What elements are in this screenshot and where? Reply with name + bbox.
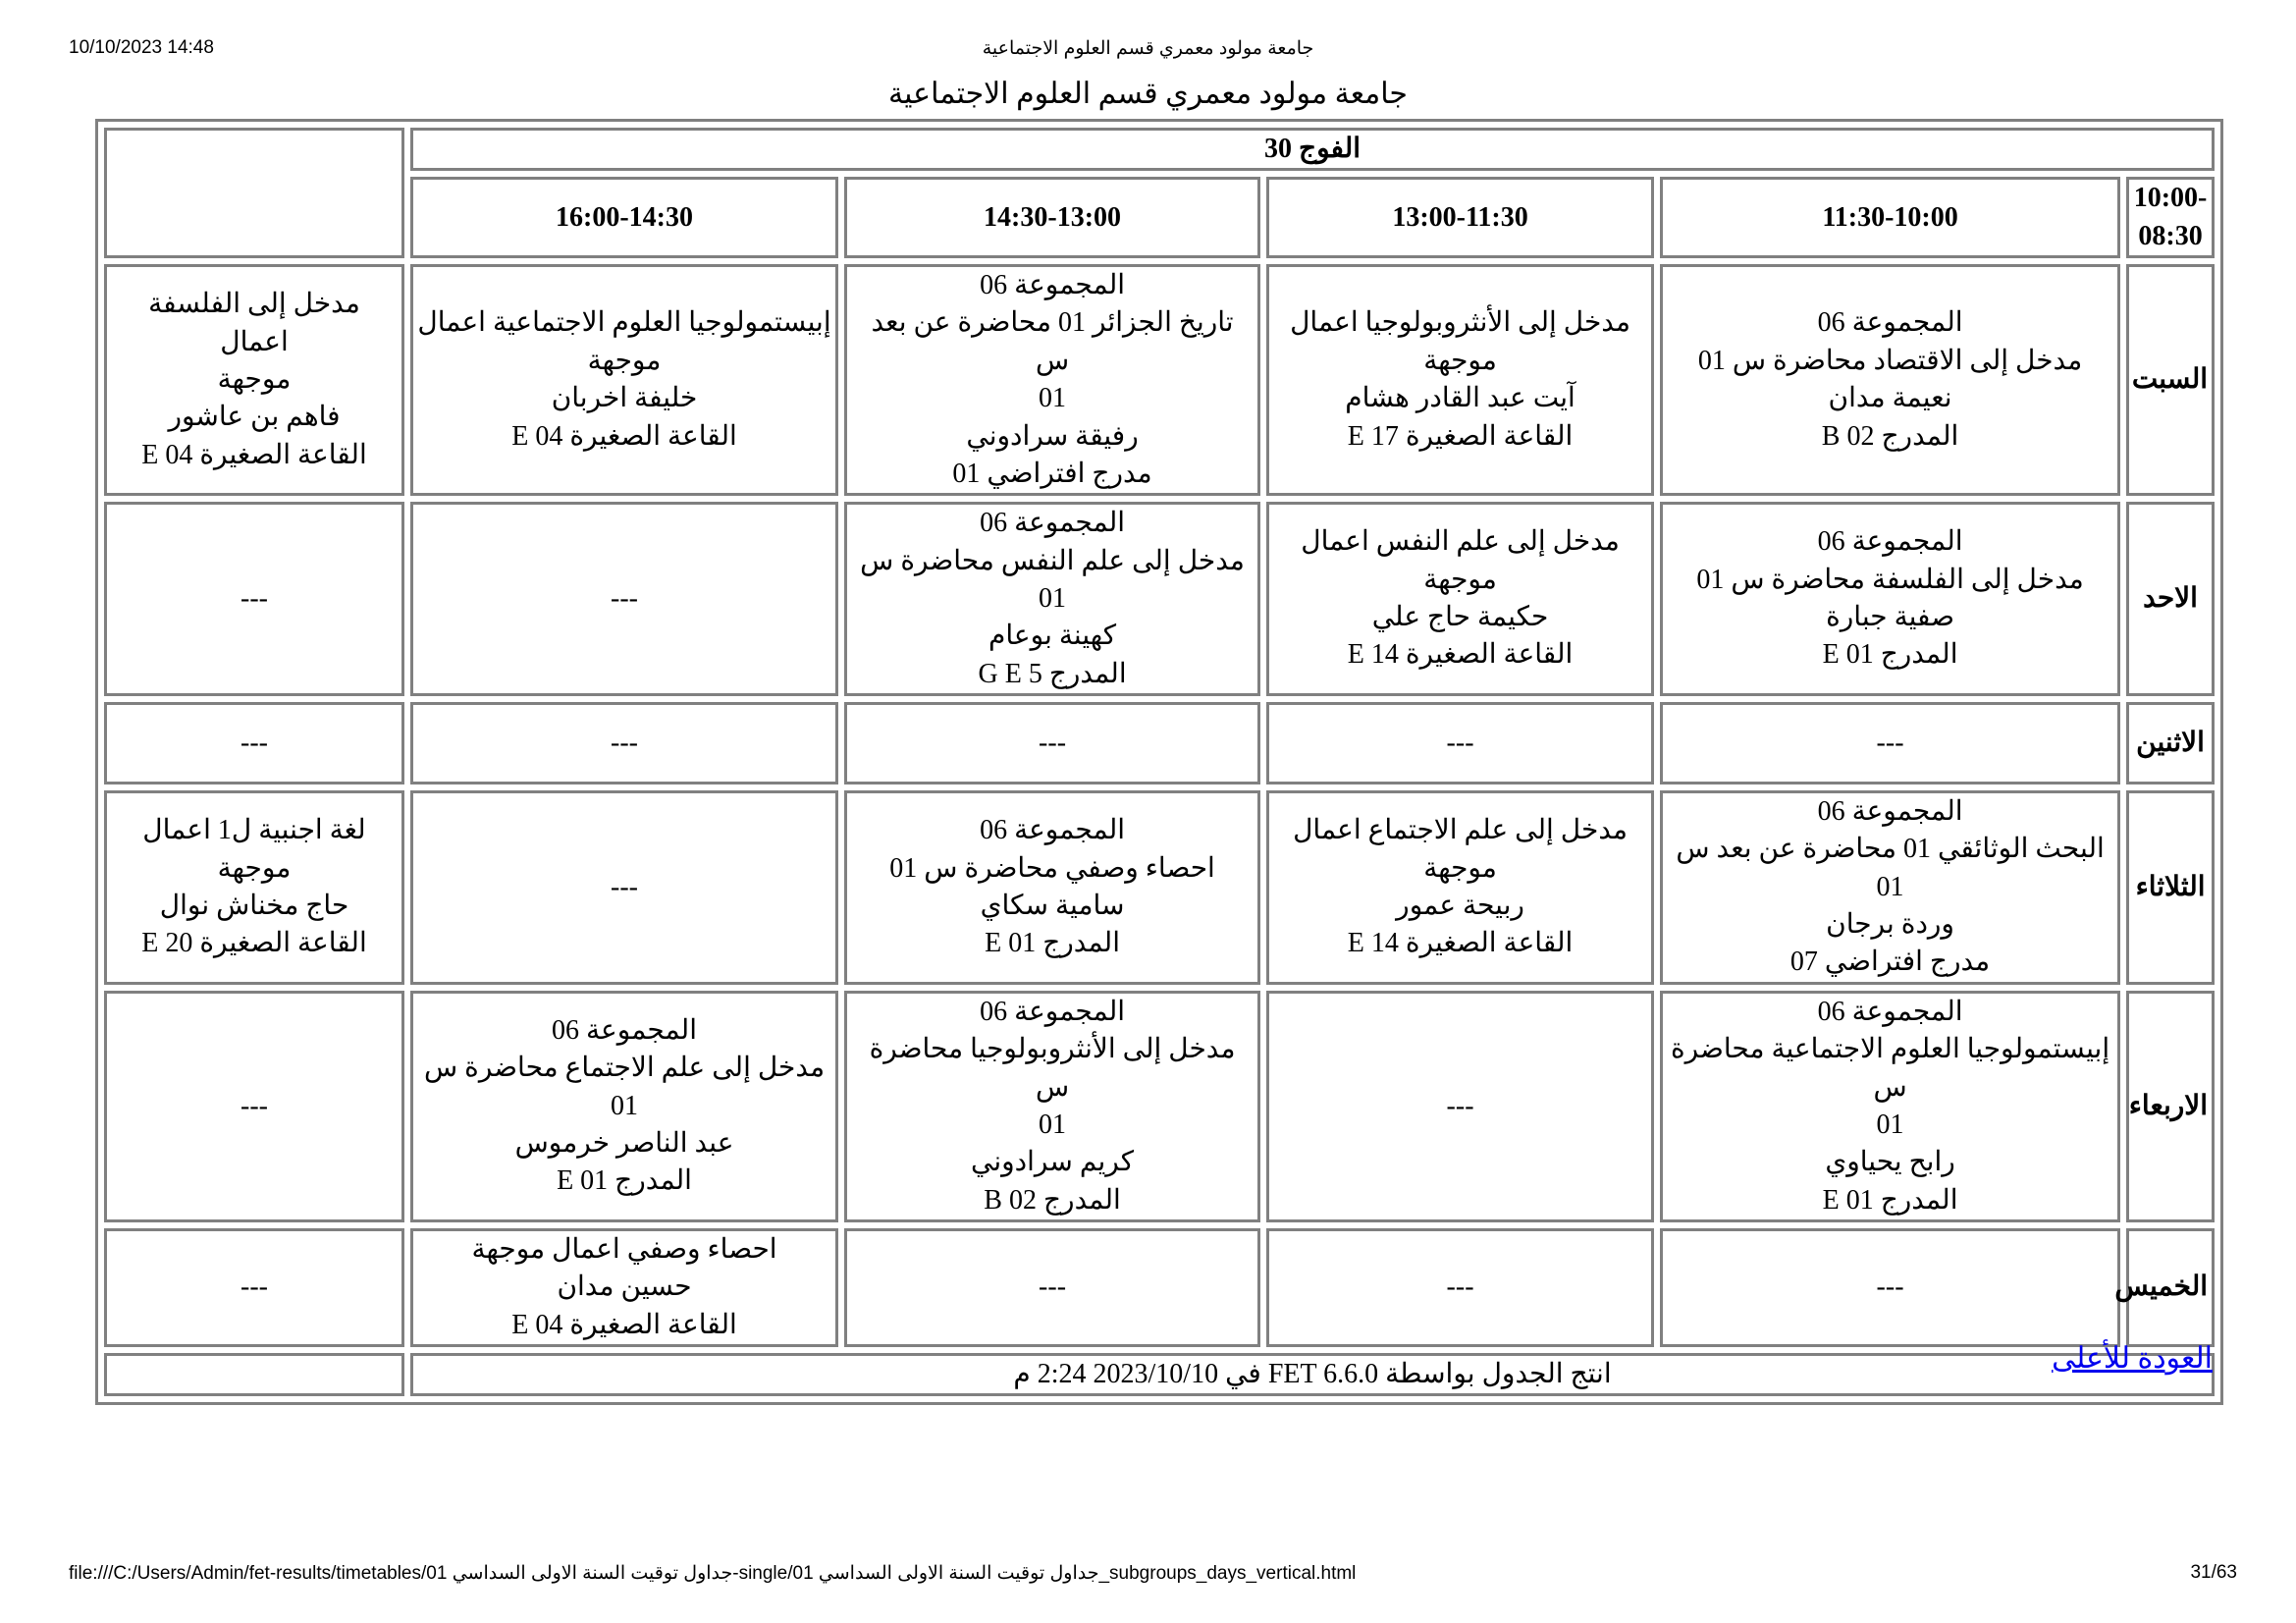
timetable-cell: [104, 502, 404, 696]
cell-line: احصاء وصفي محاضرة س 01: [889, 852, 1215, 884]
cell-line: حاج مخناش نوال: [159, 890, 349, 921]
cell-line: ---: [1446, 727, 1474, 758]
timetable-cell: [1266, 502, 1654, 696]
table-footer: انتج الجدول بواسطة FET 6.6.0 في 2023/10/10 2:24 م: [410, 1353, 2215, 1396]
cell-line: صفية جبارة: [1826, 602, 1954, 633]
day-row: [104, 264, 2215, 496]
cell-line: مدرج افتراضي 07: [1789, 947, 1991, 978]
timetable-cell: [844, 702, 1260, 784]
timetable-cell: [410, 790, 838, 985]
cell-line: مدخل إلى الأنثروبولوجيا محاضرة س: [869, 1034, 1236, 1103]
time-slot-header: 10:00-08:30: [2126, 177, 2215, 258]
cell-line: موجهة: [1423, 345, 1497, 376]
time-slot-header: 11:30-10:00: [1660, 177, 2120, 258]
cell-line: مدخل إلى الاقتصاد محاضرة س 01: [1697, 345, 2083, 376]
cell-line: القاعة الصغيرة 04 E: [511, 420, 737, 452]
timetable-cell: [844, 264, 1260, 496]
time-slot-header: 13:00-11:30: [1266, 177, 1654, 258]
cell-line: المجموعة 06: [980, 270, 1126, 301]
cell-line: مدخل إلى الأنثروبولوجيا اعمال: [1290, 307, 1630, 339]
cell-line: مدخل إلى الفلسفة محاضرة س 01: [1696, 564, 2084, 595]
timetable-cell: [844, 1228, 1260, 1347]
cell-line: ---: [611, 871, 639, 902]
cell-line: القاعة الصغيرة 20 E: [141, 928, 367, 959]
cell-line: ---: [1446, 1090, 1474, 1121]
cell-line: 01: [1039, 383, 1067, 414]
print-footer-path: file:///C:/Users/Admin/fet-results/timetables/01 جداول توقيت السنة الاولى السداسي-single/01 جداول توقيت السنة الاولى السداسي_subgroups_days_vertical.html: [69, 1563, 1357, 1584]
day-label: الثلاثاء: [2126, 790, 2215, 985]
day-row: [104, 1228, 2215, 1347]
timetable-cell: [410, 502, 838, 696]
cell-line: مدخل إلى الفلسفة اعمال: [148, 289, 360, 357]
timetable-cell: [1266, 1228, 1654, 1347]
timetable-cell: [844, 790, 1260, 985]
cell-line: البحث الوثائقي 01 محاضرة عن بعد س: [1676, 834, 2105, 865]
timetable-cell: [104, 790, 404, 985]
day-row: [104, 702, 2215, 784]
timetable-cell: [104, 1228, 404, 1347]
cell-line: 01: [1876, 871, 1904, 902]
cell-line: المجموعة 06: [1817, 796, 1963, 828]
page-title: جامعة مولود معمري قسم العلوم الاجتماعية: [888, 78, 1408, 110]
cell-line: نعيمة مدان: [1828, 383, 1952, 414]
timetable-cell: [1660, 1228, 2120, 1347]
cell-line: ---: [611, 582, 639, 614]
cell-line: احصاء وصفي اعمال موجهة: [471, 1233, 777, 1265]
cell-line: رابح يحياوي: [1825, 1147, 1955, 1178]
cell-line: المجموعة 06: [1817, 996, 1963, 1027]
cell-line: ---: [240, 1090, 268, 1121]
cell-line: مدخل إلى علم الاجتماع اعمال: [1293, 815, 1629, 846]
cell-line: حكيمة حاج علي: [1371, 602, 1549, 633]
cell-line: تاريخ الجزائر 01 محاضرة عن بعد س: [871, 307, 1234, 376]
timetable-cell: [104, 702, 404, 784]
timetable-container: [95, 119, 2212, 1405]
cell-line: المجموعة 06: [980, 815, 1126, 846]
timetable-cell: [410, 991, 838, 1222]
cell-line: القاعة الصغيرة 14 E: [1347, 928, 1574, 959]
cell-line: حسين مدان: [557, 1271, 692, 1303]
cell-line: المجموعة 06: [552, 1015, 697, 1046]
cell-line: ---: [1876, 727, 1904, 758]
cell-line: كريم سرادوني: [971, 1147, 1135, 1178]
time-slot-header: 16:00-14:30: [410, 177, 838, 258]
cell-line: المجموعة 06: [1817, 526, 1963, 558]
time-slot-header: 14:30-13:00: [844, 177, 1260, 258]
print-datetime: 10/10/2023 14:48: [69, 37, 214, 58]
cell-line: وردة برجان: [1826, 909, 1954, 941]
cell-line: المجموعة 06: [1817, 307, 1963, 339]
cell-line: آيت عبد القادر هشام: [1345, 383, 1575, 414]
day-label: السبت: [2126, 264, 2215, 496]
cell-line: المجموعة 06: [980, 996, 1126, 1027]
day-label: الخميس: [2126, 1228, 2215, 1347]
day-row: [104, 991, 2215, 1222]
day-label: الاحد: [2126, 502, 2215, 696]
timetable: [95, 119, 2223, 1405]
day-row: [104, 502, 2215, 696]
timetable-cell: [104, 991, 404, 1222]
timetable-cell: [410, 264, 838, 496]
cell-line: القاعة الصغيرة 17 E: [1347, 420, 1574, 452]
cell-line: مدخل إلى علم النفس اعمال موجهة: [1301, 526, 1620, 595]
cell-line: مدخل إلى علم الاجتماع محاضرة س 01: [423, 1053, 826, 1121]
timetable-cell: [1266, 702, 1654, 784]
day-label: الاربعاء: [2126, 991, 2215, 1222]
corner-cell: [104, 128, 404, 258]
cell-line: عبد الناصر خرموس: [514, 1128, 734, 1160]
cell-line: كهينة بوعام: [988, 621, 1117, 652]
cell-line: المدرج 01 E: [1822, 639, 1958, 671]
cell-line: المدرج 02 B: [1821, 420, 1959, 452]
cell-line: القاعة الصغيرة 04 E: [141, 439, 367, 470]
cell-line: ---: [1039, 727, 1067, 758]
timetable-cell: [410, 702, 838, 784]
cell-line: المجموعة 06: [980, 508, 1126, 539]
timetable-cell: [410, 1228, 838, 1347]
print-footer-page: 31/63: [2190, 1562, 2237, 1583]
cell-line: موجهة: [217, 363, 292, 395]
print-header-title: جامعة مولود معمري قسم العلوم الاجتماعية: [982, 38, 1314, 59]
timetable-cell: [844, 502, 1260, 696]
cell-line: ---: [1876, 1271, 1904, 1303]
cell-line: رفيقة سرادوني: [966, 420, 1139, 452]
table-footer-empty: [104, 1353, 404, 1396]
cell-line: ربيحة عمور: [1396, 890, 1524, 921]
cell-line: ---: [1446, 1271, 1474, 1303]
cell-line: المدرج 02 B: [984, 1184, 1121, 1216]
cell-line: مدخل إلى علم النفس محاضرة س 01: [860, 545, 1245, 614]
timetable-cell: [844, 991, 1260, 1222]
cell-line: مدرج افتراضي 01: [952, 458, 1152, 489]
cell-line: القاعة الصغيرة 04 E: [511, 1309, 737, 1340]
cell-line: سامية سكاي: [980, 890, 1125, 921]
timetable-cell: [1660, 502, 2120, 696]
cell-line: ---: [1039, 1271, 1067, 1303]
cell-line: ---: [611, 727, 639, 758]
cell-line: ---: [240, 727, 268, 758]
cell-line: فاهم بن عاشور: [168, 402, 341, 433]
cell-line: المدرج 01 E: [1822, 1184, 1958, 1216]
timetable-body: [104, 264, 2215, 1347]
group-name: الفوج 30: [410, 128, 2215, 171]
timetable-cell: [1266, 991, 1654, 1222]
cell-line: إبيستمولوجيا العلوم الاجتماعية محاضرة س: [1670, 1034, 2110, 1103]
timetable-cell: [1266, 264, 1654, 496]
timetable-cell: [104, 264, 404, 496]
cell-line: لغة اجنبية ل1 اعمال موجهة: [142, 815, 366, 884]
timetable-cell: [1660, 991, 2120, 1222]
timetable-cell: [1266, 790, 1654, 985]
cell-line: المدرج 01 E: [985, 928, 1120, 959]
timetable-cell: [1660, 702, 2120, 784]
cell-line: ---: [240, 1271, 268, 1303]
day-row: [104, 790, 2215, 985]
cell-line: القاعة الصغيرة 14 E: [1347, 639, 1574, 671]
day-label: الاثنين: [2126, 702, 2215, 784]
cell-line: إبيستمولوجيا العلوم الاجتماعية اعمال: [417, 307, 831, 339]
cell-line: المدرج 5 G E: [978, 658, 1127, 689]
timetable-cell: [1660, 264, 2120, 496]
timetable-cell: [1660, 790, 2120, 985]
cell-line: خليفة اخربان: [551, 383, 698, 414]
cell-line: 01: [1039, 1109, 1067, 1140]
cell-line: المدرج 01 E: [557, 1165, 692, 1197]
time-slot-row: [104, 177, 2215, 258]
cell-line: ---: [240, 582, 268, 614]
back-to-top-link[interactable]: العودة للأعلى: [2052, 1342, 2213, 1375]
cell-line: موجهة: [1423, 852, 1497, 884]
cell-line: موجهة: [587, 345, 662, 376]
cell-line: 01: [1876, 1109, 1904, 1140]
